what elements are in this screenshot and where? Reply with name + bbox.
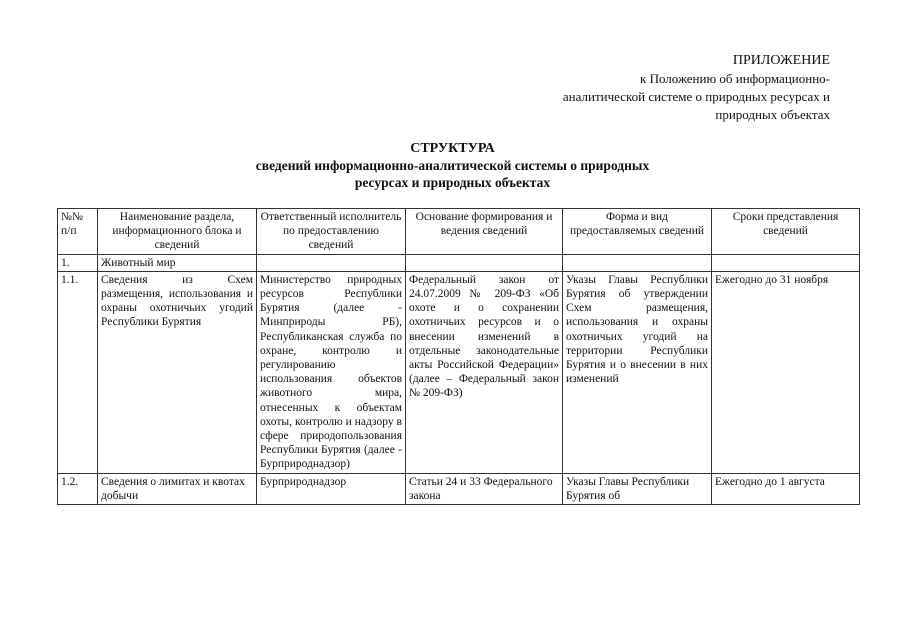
- header-cell: Основание формирования и ведения сведений: [406, 209, 563, 255]
- row-form: Указы Главы Республики Бурятия об: [563, 473, 712, 504]
- row-name: Сведения о лимитах и квотах добычи: [98, 473, 257, 504]
- appendix-line: к Положению об информационно-: [640, 71, 830, 86]
- row-term: Ежегодно до 31 ноября: [712, 271, 860, 473]
- title-line: ресурсах и природных объектах: [354, 175, 551, 190]
- structure-table: [57, 208, 860, 505]
- title-line: СТРУКТУРА: [410, 141, 495, 156]
- document-title: [0, 140, 905, 191]
- header-cell: Сроки представления сведений: [712, 209, 860, 255]
- row-number: 1.2.: [58, 473, 98, 504]
- row-form: Указы Главы Республики Бурятия об утверждении Схем размещения, использования и охраны охотничьих угодий на территории Республики Бурятия и о внесении в них изменений: [563, 271, 712, 473]
- appendix-block: [563, 52, 830, 124]
- section-number: 1.: [58, 254, 98, 271]
- header-cell: Наименование раздела, информационного блока и сведений: [98, 209, 257, 255]
- row-basis: Статьи 24 и 33 Федерального закона: [406, 473, 563, 504]
- header-cell: Форма и вид предоставляемых сведений: [563, 209, 712, 255]
- appendix-heading: ПРИЛОЖЕНИЕ: [732, 53, 830, 68]
- appendix-line: природных объектах: [715, 107, 830, 122]
- row-term: Ежегодно до 1 августа: [712, 473, 860, 504]
- section-row: [58, 254, 860, 271]
- header-cell: №№ п/п: [58, 209, 98, 255]
- row-name: Сведения из Схем размещения, использования и охраны охотничьих угодий Республики Бурятия: [98, 271, 257, 473]
- row-executor: Бурприроднадзор: [257, 473, 406, 504]
- row-executor: Министерство природных ресурсов Республики Бурятия (далее - Минприроды РБ), Республиканская служба по охране, контролю и регулированию использования объектов животного мира, отнесенных к объектам охоты, контролю и надзору в сфере природопользования Республики Бурятия (далее - Бурприроднадзор): [257, 271, 406, 473]
- table-row: [58, 473, 860, 504]
- table-header-row: [58, 209, 860, 255]
- row-number: 1.1.: [58, 271, 98, 473]
- row-basis: Федеральный закон от 24.07.2009 № 209-ФЗ «Об охоте и о сохранении охотничьих ресурсов и о внесении изменений в отдельные законодательные акты Российской Федерации» (далее – Федеральный закон № 209-ФЗ): [406, 271, 563, 473]
- section-name: Животный мир: [98, 254, 257, 271]
- table-row: [58, 271, 860, 473]
- appendix-line: аналитической системе о природных ресурсах и: [562, 89, 830, 104]
- header-cell: Ответственный исполнитель по предоставлению сведений: [257, 209, 406, 255]
- title-line: сведений информационно-аналитической системы о природных: [255, 158, 650, 173]
